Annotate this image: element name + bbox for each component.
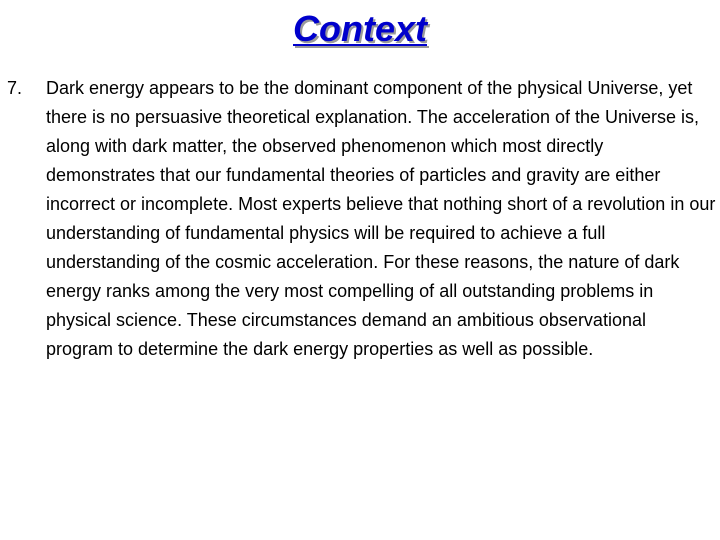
slide-title: Context bbox=[293, 8, 427, 49]
item-number: 7. bbox=[7, 78, 23, 98]
item-paragraph: Dark energy appears to be the dominant component of the physical Universe, yet there is no persuasive theoretical explanation. The acceleration of the Universe is, along with dark matter, the observed phenomenon which most directly demonstrates that our fundamental theories of particles and gravity are either incorrect or incomplete. Most experts believe that nothing short of a revolution in our understanding of fundamental physics will be required to achieve a full understanding of the cosmic acceleration. For these reasons, the nature of dark energy ranks among the very most compelling of all outstanding problems in physical science. These circumstances demand an ambitious observational program to determine the dark energy properties as well as possible. bbox=[46, 78, 716, 359]
